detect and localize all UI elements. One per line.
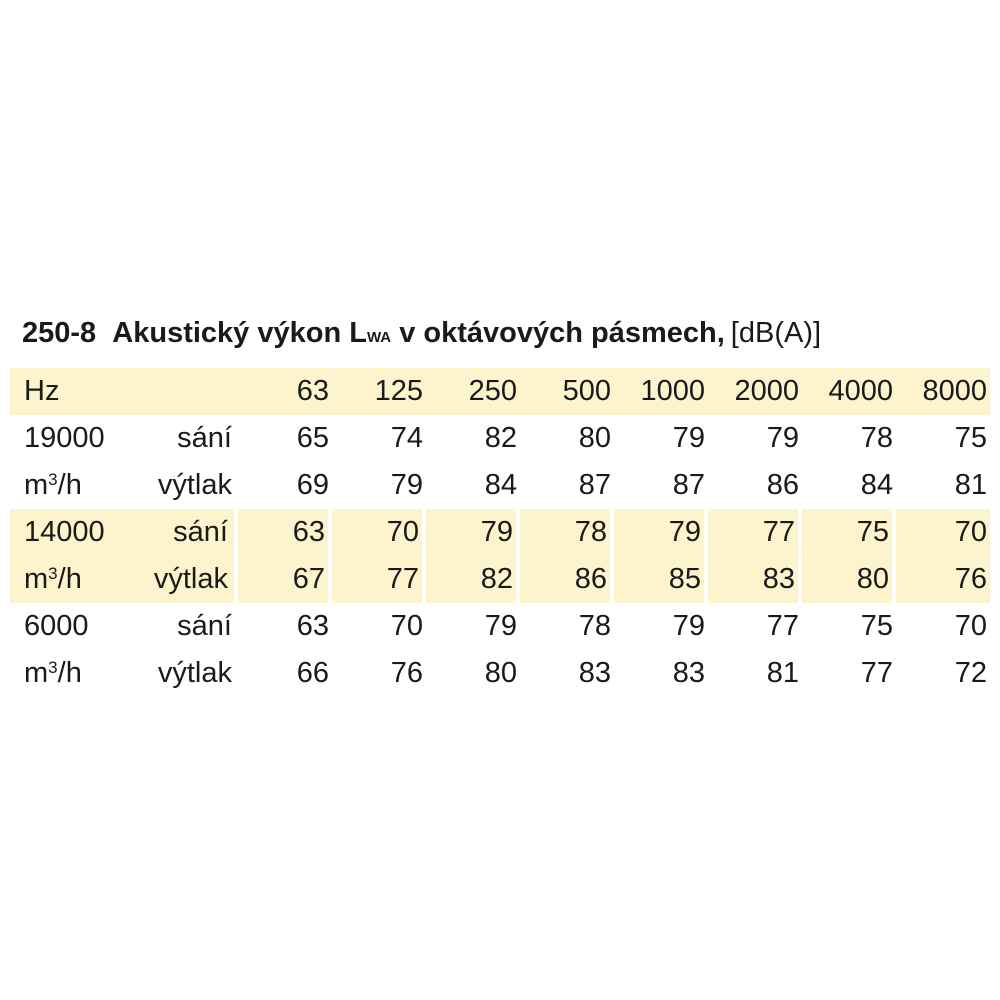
row-label: výtlak [157, 469, 232, 501]
sound-level-cell: 75 [954, 422, 987, 454]
sound-level-cell: 79 [672, 422, 705, 454]
sound-level-cell: 83 [708, 556, 802, 603]
sound-level-cell: 80 [578, 422, 611, 454]
sound-level-cell: 72 [954, 657, 987, 689]
sound-level-cell: 84 [484, 469, 517, 501]
row-label: sání [110, 509, 238, 556]
airflow-unit: $m^3/h$ [24, 469, 82, 501]
sound-level-cell: 70 [954, 610, 987, 642]
sound-level-cell: 83 [672, 657, 705, 689]
sound-level-cell: 76 [896, 556, 990, 603]
sound-level-cell: 78 [860, 422, 893, 454]
airflow-unit: $m^3/h$ [24, 657, 82, 689]
row-label: sání [177, 422, 232, 454]
sound-level-cell: 77 [708, 509, 802, 556]
sound-level-cell: 82 [426, 556, 520, 603]
airflow-value: 14000 [10, 509, 110, 556]
sound-level-cell: 70 [896, 509, 990, 556]
sound-level-cell: 86 [766, 469, 799, 501]
sound-level-cell: 63 [296, 610, 329, 642]
frequency-header-row [10, 368, 990, 415]
title-text: Akustický výkon LWA v oktávových pásmech, [112, 317, 725, 349]
table-row [10, 509, 990, 556]
sound-level-cell: 79 [390, 469, 423, 501]
hz-label: Hz [10, 368, 110, 415]
sound-level-cell: 63 [238, 509, 332, 556]
sound-level-cell: 80 [484, 657, 517, 689]
airflow-value: 19000 [24, 422, 105, 454]
table-row [10, 556, 990, 603]
freq-header: 250 [426, 368, 520, 415]
sound-level-cell: 85 [614, 556, 708, 603]
sound-level-cell: 78 [520, 509, 614, 556]
freq-header: 125 [332, 368, 426, 415]
freq-header: 2000 [708, 368, 802, 415]
sound-level-cell: 79 [426, 509, 520, 556]
sound-level-cell: 86 [520, 556, 614, 603]
sound-level-cell: 70 [390, 610, 423, 642]
airflow-value: 6000 [24, 610, 89, 642]
sound-level-cell: 77 [332, 556, 426, 603]
freq-header: 63 [238, 368, 332, 415]
sound-level-cell: 79 [672, 610, 705, 642]
sound-level-cell: 75 [802, 509, 896, 556]
sound-level-cell: 66 [296, 657, 329, 689]
sound-level-cell: 75 [860, 610, 893, 642]
table-row [10, 462, 990, 509]
table-row [10, 603, 990, 650]
sound-level-cell: 70 [332, 509, 426, 556]
sound-level-cell: 76 [390, 657, 423, 689]
title-subscript: WA [366, 329, 392, 346]
freq-header: 8000 [896, 368, 990, 415]
title-unit: [dB(A)] [730, 317, 822, 349]
sound-level-cell: 84 [860, 469, 893, 501]
table-row [10, 650, 990, 697]
sound-level-cell: 78 [578, 610, 611, 642]
sound-level-cell: 83 [578, 657, 611, 689]
sound-power-table [10, 368, 990, 697]
sound-level-cell: 65 [296, 422, 329, 454]
sound-level-cell: 82 [484, 422, 517, 454]
row-label: sání [177, 610, 232, 642]
sound-level-cell: 79 [766, 422, 799, 454]
sound-level-cell: 81 [954, 469, 987, 501]
freq-header: 4000 [802, 368, 896, 415]
model-number: 250-8 [22, 317, 97, 349]
sound-level-cell: 80 [802, 556, 896, 603]
freq-header: 500 [520, 368, 614, 415]
row-label: výtlak [157, 657, 232, 689]
sound-level-cell: 81 [766, 657, 799, 689]
freq-header: 1000 [614, 368, 708, 415]
sound-level-cell: 77 [766, 610, 799, 642]
table-row [10, 415, 990, 462]
sound-level-cell: 69 [296, 469, 329, 501]
sound-level-cell: 79 [614, 509, 708, 556]
sound-level-cell: 87 [672, 469, 705, 501]
sound-level-cell: 87 [578, 469, 611, 501]
sound-level-cell: 74 [390, 422, 423, 454]
sound-level-cell: 77 [860, 657, 893, 689]
sound-level-cell: 67 [238, 556, 332, 603]
sound-level-cell: 79 [484, 610, 517, 642]
table-title [22, 311, 821, 360]
row-label: výtlak [110, 556, 238, 603]
airflow-unit: $m^3/h$ [10, 556, 110, 603]
